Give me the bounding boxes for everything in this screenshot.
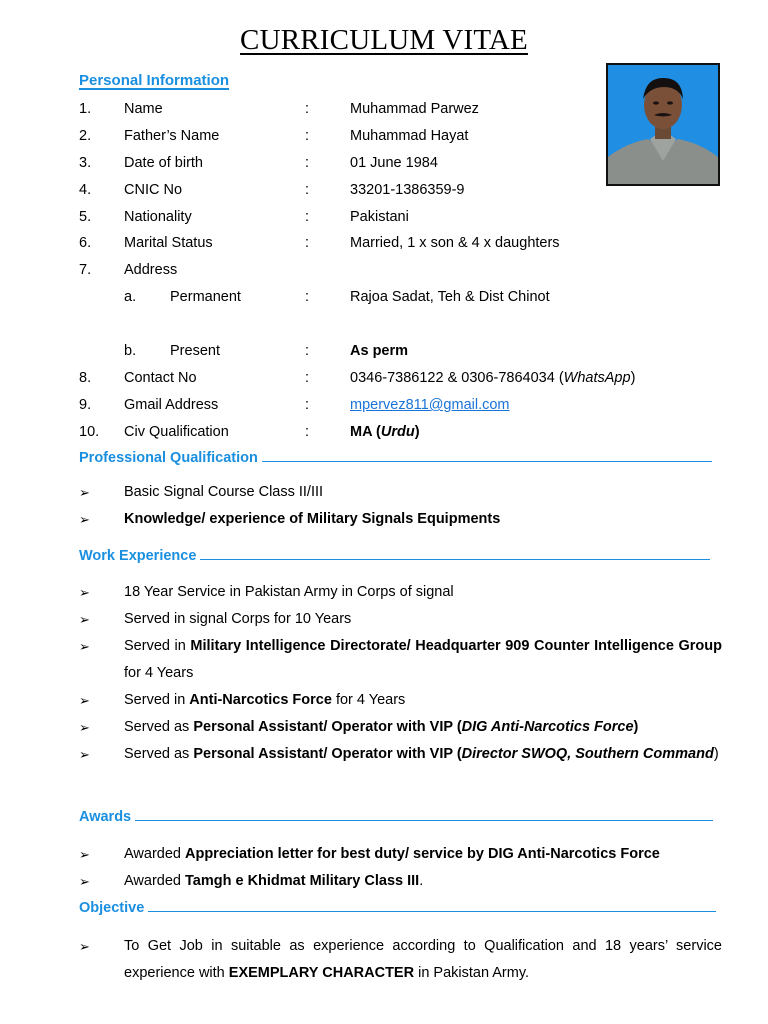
row-label: Date of birth (124, 155, 203, 171)
row-colon: : (305, 343, 310, 359)
heading-rule (148, 910, 716, 912)
qualification-degree: MA ( (350, 424, 381, 440)
qualification-paren: ) (414, 424, 420, 440)
row-label: Permanent (170, 289, 241, 305)
bullet-text (124, 687, 722, 714)
row-number: 2. (79, 128, 92, 144)
row-label: Civ Qualification (124, 424, 229, 440)
row-value: Rajoa Sadat, Teh & Dist Chinot (350, 289, 550, 305)
row-colon: : (305, 289, 310, 305)
text-part: Awarded (124, 873, 185, 889)
email-link[interactable]: mpervez811@gmail.com (350, 397, 510, 413)
info-row-email (0, 397, 768, 421)
arrow-bullet-icon: ➢ (79, 639, 90, 654)
text-bold-italic: DIG Anti-Narcotics Force (461, 719, 634, 735)
info-row-nationality (0, 209, 768, 233)
row-label: Contact No (124, 370, 197, 386)
row-number: 1. (79, 101, 92, 117)
text-part: for 4 Years (124, 665, 194, 681)
arrow-bullet-icon: ➢ (79, 612, 90, 627)
row-label: Marital Status (124, 235, 213, 251)
row-value: 33201-1386359-9 (350, 182, 465, 198)
professional-item (79, 479, 722, 506)
professional-qualification-heading: Professional Qualification (79, 450, 712, 466)
row-label: Gmail Address (124, 397, 219, 413)
row-number: 3. (79, 155, 92, 171)
row-value: Muhammad Parwez (350, 101, 479, 117)
row-letter: a. (124, 289, 137, 305)
row-colon: : (305, 235, 310, 251)
contact-paren: ) (630, 370, 636, 386)
text-part: Served as (124, 746, 194, 762)
row-number: 8. (79, 370, 92, 386)
text-part: ) (713, 746, 719, 762)
bullet-text (124, 714, 722, 741)
row-number: 5. (79, 209, 92, 225)
row-value (350, 424, 420, 440)
info-row-date-of-birth (0, 155, 768, 179)
row-colon: : (305, 397, 310, 413)
row-value: Muhammad Hayat (350, 128, 469, 144)
row-number: 6. (79, 235, 92, 251)
text-part: Served in (124, 692, 190, 708)
info-row-address-present (0, 343, 768, 367)
text-bold: Personal Assistant/ Operator with VIP ( (193, 719, 462, 735)
work-item (79, 687, 722, 714)
awards-heading: Awards (79, 809, 713, 825)
row-number: 9. (79, 397, 92, 413)
row-label: Father’s Name (124, 128, 220, 144)
row-colon: : (305, 370, 310, 386)
info-row-address-permanent (0, 289, 768, 313)
work-experience-heading: Work Experience (79, 548, 710, 564)
text-part: To Get Job in suitable as experience according to Qualification and 18 years’ service experience with (124, 938, 722, 981)
contact-whatsapp: WhatsApp (563, 370, 631, 386)
info-row-contact (0, 370, 768, 394)
award-item (79, 841, 722, 868)
arrow-bullet-icon: ➢ (79, 874, 90, 889)
heading-rule (262, 460, 712, 462)
arrow-bullet-icon: ➢ (79, 720, 90, 735)
award-item (79, 868, 722, 895)
objective-item (79, 933, 722, 987)
info-row-name (0, 101, 768, 125)
row-number: 10. (79, 424, 100, 440)
row-label: CNIC No (124, 182, 183, 198)
text-part: Served as (124, 719, 194, 735)
bullet-text (124, 868, 722, 895)
text-bold: Military Intelligence Directorate/ Headquarter 909 Counter Intelligence Group (190, 638, 722, 654)
row-colon: : (305, 424, 310, 440)
info-row-father-name (0, 128, 768, 152)
contact-numbers: 0346-7386122 & 0306-7864034 ( (350, 370, 564, 386)
text-bold-italic: Director SWOQ, Southern Command (461, 746, 714, 762)
bullet-text: 18 Year Service in Pakistan Army in Corps of signal (124, 584, 454, 600)
work-item (79, 741, 722, 768)
arrow-bullet-icon: ➢ (79, 939, 90, 954)
work-item (79, 606, 722, 633)
work-item (79, 714, 722, 741)
row-value (350, 370, 635, 386)
row-colon: : (305, 182, 310, 198)
document-title: CURRICULUM VITAE (240, 24, 528, 56)
row-colon: : (305, 128, 310, 144)
info-row-address (0, 262, 768, 286)
text-part: in Pakistan Army. (414, 965, 530, 981)
bullet-text (124, 933, 722, 987)
text-bold: ) (633, 719, 639, 735)
work-item (79, 579, 722, 606)
text-part: Served in (124, 638, 191, 654)
row-value: Pakistani (350, 209, 409, 225)
bullet-text: Knowledge/ experience of Military Signals Equipments (124, 511, 501, 527)
qualification-subject: Urdu (380, 424, 415, 440)
row-label: Nationality (124, 209, 192, 225)
bullet-text (124, 741, 722, 768)
text-bold: Tamgh e Khidmat Military Class III (185, 873, 420, 889)
heading-rule (135, 819, 713, 821)
text-part: . (419, 873, 424, 889)
arrow-bullet-icon: ➢ (79, 585, 90, 600)
professional-item (79, 506, 722, 533)
info-row-cnic (0, 182, 768, 206)
row-label: Address (124, 262, 178, 278)
row-value: Married, 1 x son & 4 x daughters (350, 235, 560, 251)
arrow-bullet-icon: ➢ (79, 747, 90, 762)
row-label: Present (170, 343, 220, 359)
row-label: Name (124, 101, 163, 117)
row-colon: : (305, 209, 310, 225)
text-bold: Appreciation letter for best duty/ service by DIG Anti-Narcotics Force (185, 846, 660, 862)
row-colon: : (305, 101, 310, 117)
text-bold: EXEMPLARY CHARACTER (228, 965, 415, 981)
heading-rule (200, 558, 710, 560)
arrow-bullet-icon: ➢ (79, 512, 90, 527)
bullet-text: Served in signal Corps for 10 Years (124, 611, 352, 627)
row-value: 01 June 1984 (350, 155, 438, 171)
row-value: As perm (350, 343, 409, 359)
text-bold: Anti-Narcotics Force (189, 692, 332, 708)
arrow-bullet-icon: ➢ (79, 847, 90, 862)
row-number: 4. (79, 182, 92, 198)
bullet-text (124, 841, 722, 868)
personal-information-heading: Personal Information (79, 72, 230, 89)
info-row-qualification (0, 424, 768, 448)
bullet-text (124, 633, 722, 687)
info-row-marital-status (0, 235, 768, 259)
row-colon: : (305, 155, 310, 171)
arrow-bullet-icon: ➢ (79, 485, 90, 500)
text-bold: Personal Assistant/ Operator with VIP ( (193, 746, 462, 762)
row-number: 7. (79, 262, 92, 278)
work-item (79, 633, 722, 687)
bullet-text: Basic Signal Course Class II/III (124, 484, 324, 500)
text-part: for 4 Years (331, 692, 406, 708)
arrow-bullet-icon: ➢ (79, 693, 90, 708)
objective-heading: Objective (79, 900, 716, 916)
text-part: Awarded (124, 846, 185, 862)
row-letter: b. (124, 343, 137, 359)
